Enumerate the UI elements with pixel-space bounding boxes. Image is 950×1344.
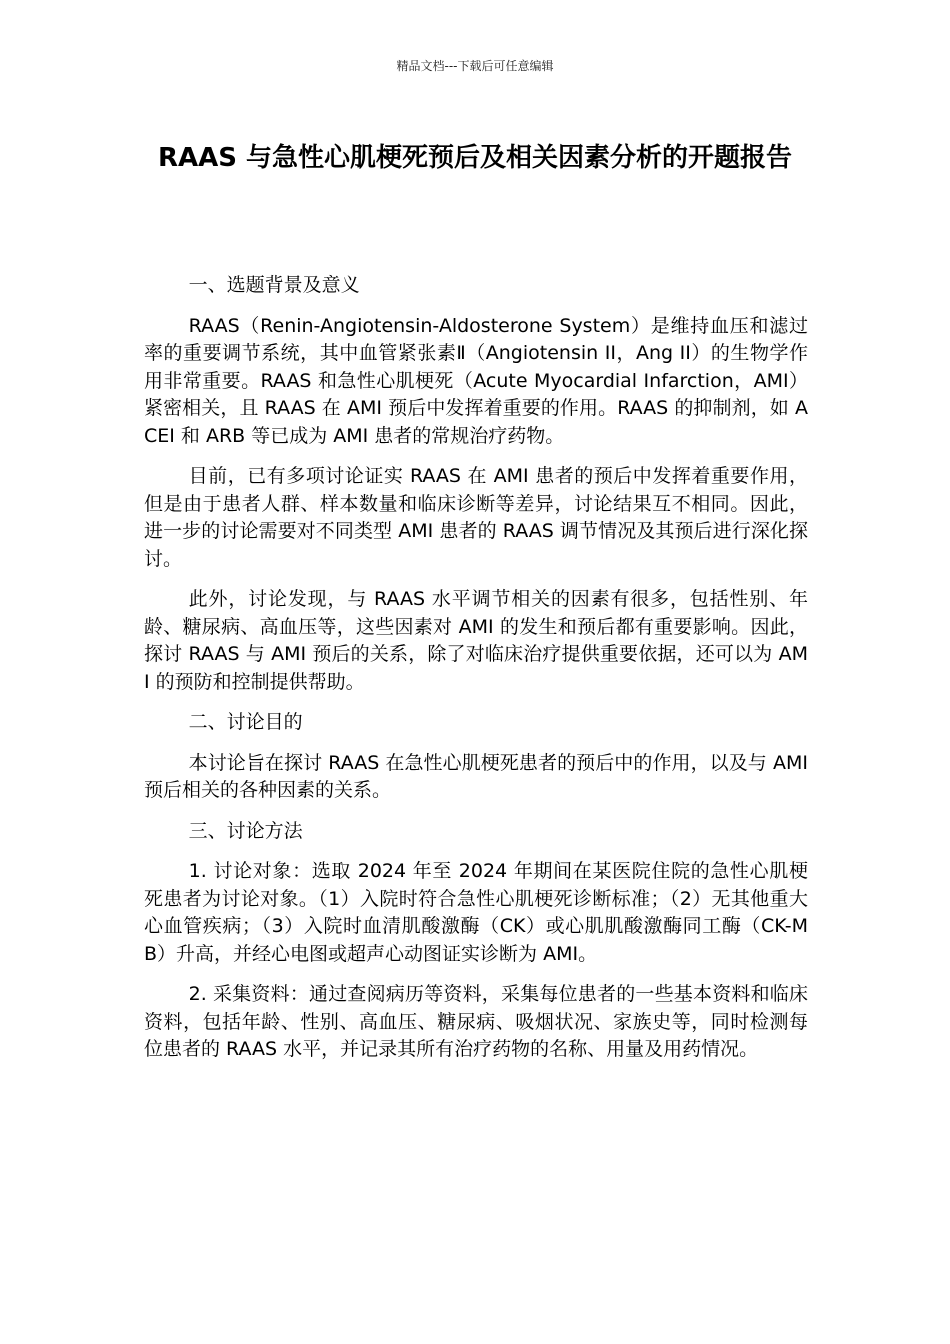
section-heading: 三、讨论方法 (188, 819, 303, 842)
paragraph: 2. 采集资料：通过查阅病历等资料，采集每位患者的一些基本资料和临床资料，包括年龄、性别、高血压、糖尿病、吸烟状况、家族史等，同时检测每位患者的 RAAS 水平，并记录其所有治疗药物的名称、用量及用药情况。 (144, 983, 808, 1060)
document-title: RAAS 与急性心肌梗死预后及相关因素分析的开题报告 (157, 143, 793, 173)
document-body (144, 272, 808, 1077)
section-heading: 二、讨论目的 (188, 711, 303, 733)
paragraph: 1. 讨论对象：选取 2024 年至 2024 年期间在某医院住院的急性心肌梗死患者为讨论对象。（1）入院时符合急性心肌梗死诊断标准；（2）无其他重大心血管疾病；（3）入院时血清肌酸激酶（CK）或心肌肌酸激酶同工酶（CK-MB）升高，并经心电图或超声心动图证实诊断为 AMI。 (144, 860, 808, 965)
section-purpose (144, 709, 808, 805)
header-note: 精品文档---下载后可任意编辑 (396, 59, 554, 73)
section-methods (144, 818, 808, 1064)
section-background (144, 272, 808, 696)
paragraph: 此外，讨论发现，与 RAAS 水平调节相关的因素有很多，包括性别、年龄、糖尿病、高血压等，这些因素对 AMI 的发生和预后都有重要影响。因此，探讨 RAAS 与 AMI 预后的关系，除了对临床治疗提供重要依据，还可以为 AMI 的预防和控制提供帮助。 (144, 588, 808, 693)
paragraph: 本讨论旨在探讨 RAAS 在急性心肌梗死患者的预后中的作用，以及与 AMI 预后相关的各种因素的关系。 (144, 751, 808, 801)
paragraph: 目前，已有多项讨论证实 RAAS 在 AMI 患者的预后中发挥着重要作用，但是由于患者人群、样本数量和临床诊断等差异，讨论结果互不相同。因此，进一步的讨论需要对不同类型 AMI 患者的 RAAS 调节情况及其预后进行深化探讨。 (144, 465, 808, 570)
paragraph: RAAS（Renin-Angiotensin-Aldosterone System）是维持血压和滤过率的重要调节系统，其中血管紧张素Ⅱ（Angiotensin II，Ang II）的生物学作用非常重要。RAAS 和急性心肌梗死（Acute Myocardial Infarction，AMI）紧密相关，且 RAAS 在 AMI 预后中发挥着重要的作用。RAAS 的抑制剂，如 ACEI 和 ARB 等已成为 AMI 患者的常规治疗药物。 (144, 314, 808, 447)
section-heading: 一、选题背景及意义 (188, 274, 360, 296)
